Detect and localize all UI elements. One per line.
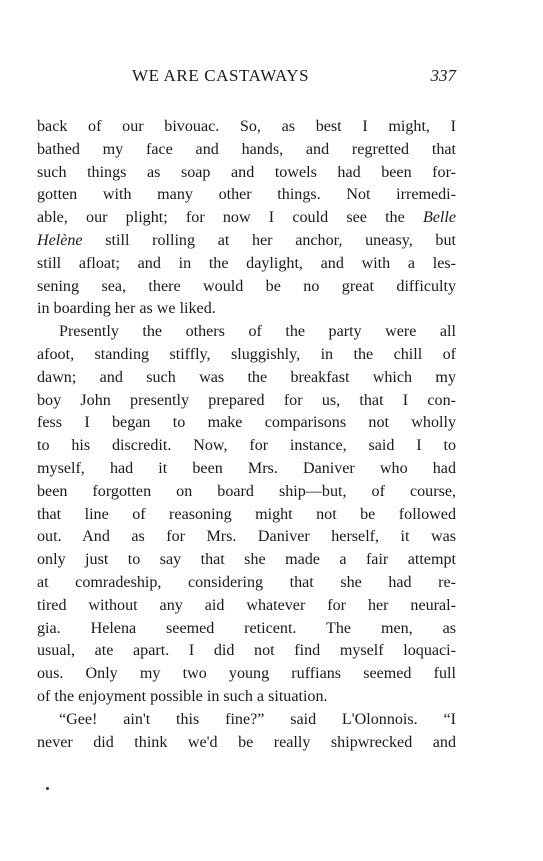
ink-speck xyxy=(46,787,49,790)
page-header xyxy=(36,66,456,90)
text-line: dawn; and such was the breakfast which my xyxy=(37,368,456,386)
text-line: only just to say that she made a fair attempt xyxy=(37,551,456,569)
text-line: myself, had it been Mrs. Daniver who had xyxy=(37,459,456,477)
text-line: never did think we'd be really shipwrecked and xyxy=(37,733,456,751)
text-line: out. And as for Mrs. Daniver herself, it was xyxy=(37,528,456,546)
ship-name: Helène xyxy=(37,231,83,249)
running-head: WE ARE CASTAWAYS xyxy=(132,66,310,85)
text-line: ous. Only my two young ruffians seemed full xyxy=(37,665,456,683)
text-line: Presently the others of the party were all xyxy=(59,323,456,341)
text-line: in boarding her as we liked. xyxy=(37,300,216,318)
text-line: to his discredit. Now, for instance, said I to xyxy=(37,437,456,455)
text-line: been forgotten on board ship—but, of course, xyxy=(37,482,456,500)
text-line: tired without any aid whatever for her neural- xyxy=(37,596,456,614)
text-line: fess I began to make comparisons not wholly xyxy=(37,414,456,432)
text-line: of the enjoyment possible in such a situation. xyxy=(37,687,328,705)
page-number: 337 xyxy=(430,66,456,85)
text-line: at comradeship, considering that she had re- xyxy=(37,573,456,591)
text-line: afoot, standing stiffly, sluggishly, in the chill of xyxy=(37,345,456,363)
text-line: that line of reasoning might not be followed xyxy=(37,505,456,523)
text-line: “Gee! ain't this fine?” said L'Olonnois. “I xyxy=(59,710,456,728)
text-line: gia. Helena seemed reticent. The men, as xyxy=(37,619,456,637)
ship-name: Belle xyxy=(422,209,456,227)
text-line: able, our plight; for now I could see the Belle xyxy=(37,209,456,227)
text-line: boy John presently prepared for us, that I con- xyxy=(37,391,456,409)
text-line: such things as soap and towels had been for- xyxy=(37,163,456,181)
text-line: back of our bivouac. So, as best I might, I xyxy=(37,118,456,135)
text-line: usual, ate apart. I did not find myself loquaci- xyxy=(37,642,456,660)
text-line: gotten with many other things. Not irremedi- xyxy=(37,186,456,204)
text-line: sening sea, there would be no great difficulty xyxy=(37,277,456,295)
text-line: Helène still rolling at her anchor, uneasy, but xyxy=(37,231,456,249)
body-text xyxy=(37,116,456,754)
text-line: bathed my face and hands, and regretted that xyxy=(37,140,456,158)
text-line: still afloat; and in the daylight, and with a les- xyxy=(37,254,456,272)
